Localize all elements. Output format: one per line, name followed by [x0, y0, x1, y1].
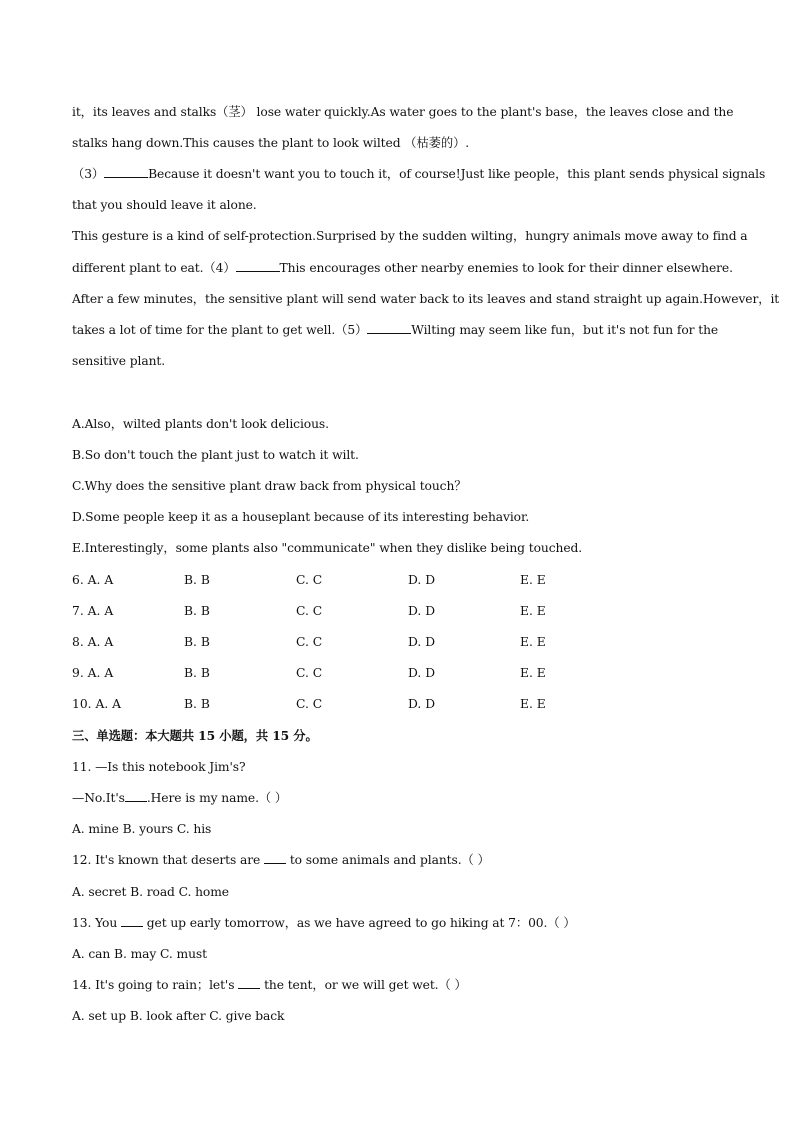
- passage-line-7: After a few minutes，the sensitive plant will send water back to its leaves and stand straight up again.However，it: [72, 292, 780, 306]
- answer-option-a[interactable]: 9. A. A: [72, 666, 114, 680]
- question-11: 11. —Is this notebook Jim's?: [72, 760, 246, 774]
- blank-3[interactable]: [104, 166, 148, 178]
- choice-e: E.Interestingly，some plants also "communicate" when they dislike being touched.: [72, 541, 583, 555]
- question-11-options[interactable]: A. mine B. yours C. his: [72, 822, 212, 836]
- answer-option-a[interactable]: 6. A. A: [72, 573, 114, 587]
- answer-option-d[interactable]: D. D: [408, 697, 436, 711]
- question-14: [72, 977, 467, 993]
- answer-option-b[interactable]: B. B: [184, 697, 210, 711]
- answer-option-c[interactable]: C. C: [296, 635, 323, 649]
- passage-line-1: it，its leaves and stalks（茎） lose water quickly.As water goes to the plant's base，the leaves close and the: [72, 105, 734, 119]
- passage-line-8-pre: takes a lot of time for the plant to get well.（5）: [72, 323, 368, 337]
- question-14-post: the tent，or we will get wet.（ ）: [264, 978, 467, 992]
- question-11-reply-post: .Here is my name.（ ）: [146, 791, 288, 805]
- passage-line-5: This gesture is a kind of self-protection.Surprised by the sudden wilting，hungry animals move away to find a: [72, 229, 748, 243]
- answer-option-b[interactable]: B. B: [184, 604, 210, 618]
- answer-option-c[interactable]: C. C: [296, 573, 323, 587]
- answer-option-b[interactable]: B. B: [184, 666, 210, 680]
- question-12-options[interactable]: A. secret B. road C. home: [72, 885, 229, 899]
- blank-14[interactable]: [238, 977, 260, 989]
- blank-5[interactable]: [367, 322, 411, 334]
- choice-c: C.Why does the sensitive plant draw back from physical touch？: [72, 479, 467, 493]
- passage-line-8: [72, 322, 718, 338]
- passage-line-2: stalks hang down.This causes the plant to look wilted （枯萎的）.: [72, 136, 470, 150]
- choice-a: A.Also，wilted plants don't look delicious.: [72, 417, 329, 431]
- answer-option-e[interactable]: E. E: [520, 697, 546, 711]
- blank-4[interactable]: [236, 260, 280, 272]
- passage-line-6: [72, 260, 733, 276]
- choice-b: B.So don't touch the plant just to watch it wilt.: [72, 448, 359, 462]
- answer-option-b[interactable]: B. B: [184, 635, 210, 649]
- answer-option-e[interactable]: E. E: [520, 604, 546, 618]
- question-13: [72, 915, 576, 931]
- question-11-reply-pre: —No.It's: [72, 791, 125, 805]
- question-12-post: to some animals and plants.（ ）: [289, 853, 490, 867]
- answer-option-c[interactable]: C. C: [296, 604, 323, 618]
- blank-11[interactable]: [125, 790, 147, 802]
- answer-option-e[interactable]: E. E: [520, 635, 546, 649]
- passage-line-9: sensitive plant.: [72, 354, 166, 368]
- answer-option-a[interactable]: 10. A. A: [72, 697, 122, 711]
- passage-line-3-text: Because it doesn't want you to touch it，of course!Just like people，this plant sends physical signals: [148, 167, 766, 181]
- answer-option-c[interactable]: C. C: [296, 666, 323, 680]
- answer-option-d[interactable]: D. D: [408, 604, 436, 618]
- question-11-reply: [72, 790, 287, 806]
- blank-12[interactable]: [264, 852, 286, 864]
- question-12-pre: 12. It's known that deserts are: [72, 853, 261, 867]
- passage-line-3: [72, 166, 765, 182]
- answer-option-a[interactable]: 7. A. A: [72, 604, 114, 618]
- question-12: [72, 852, 490, 868]
- answer-option-b[interactable]: B. B: [184, 573, 210, 587]
- answer-option-c[interactable]: C. C: [296, 697, 323, 711]
- question-14-options[interactable]: A. set up B. look after C. give back: [72, 1009, 285, 1023]
- passage-line-6-pre: different plant to eat.（4）: [72, 261, 236, 275]
- blank-13[interactable]: [121, 915, 143, 927]
- answer-option-e[interactable]: E. E: [520, 573, 546, 587]
- question-14-pre: 14. It's going to rain；let's: [72, 978, 235, 992]
- passage-line-6-post: This encourages other nearby enemies to look for their dinner elsewhere.: [279, 261, 733, 275]
- answer-option-e[interactable]: E. E: [520, 666, 546, 680]
- choice-d: D.Some people keep it as a houseplant because of its interesting behavior.: [72, 510, 530, 524]
- section-heading: 三、单选题：本大题共 15 小题，共 15 分。: [72, 728, 318, 743]
- question-13-options[interactable]: A. can B. may C. must: [72, 947, 207, 961]
- question-13-post: get up early tomorrow，as we have agreed to go hiking at 7：00.（ ）: [146, 916, 576, 930]
- answer-option-a[interactable]: 8. A. A: [72, 635, 114, 649]
- answer-option-d[interactable]: D. D: [408, 635, 436, 649]
- blank-3-label: （3）: [72, 167, 105, 181]
- answer-option-d[interactable]: D. D: [408, 573, 436, 587]
- passage-line-4: that you should leave it alone.: [72, 198, 257, 212]
- passage-line-8-post: Wilting may seem like fun，but it's not fun for the: [411, 323, 719, 337]
- question-13-pre: 13. You: [72, 916, 118, 930]
- answer-option-d[interactable]: D. D: [408, 666, 436, 680]
